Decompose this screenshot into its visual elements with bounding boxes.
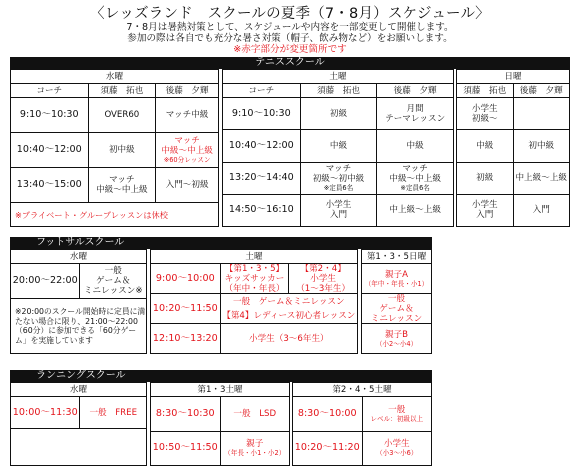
class-label: 小学生 <box>383 439 410 450</box>
running-sat245-time-changed: 10:20〜11:20 <box>293 432 362 466</box>
class-note: ※定員6名 <box>323 184 354 193</box>
notice-change-note: ※赤字部分が変更箇所です <box>233 44 347 55</box>
tennis-sunday-table <box>456 69 570 227</box>
futsal-wed-day: 水曜 <box>11 250 146 263</box>
futsal-saturday-table <box>150 249 358 354</box>
futsal-sat-elementary-upper-class: 小学生（3〜6年生） <box>221 324 357 353</box>
running-wed-empty <box>11 429 146 465</box>
class-label: 一般 ゲーム＆ミニレッスン <box>232 296 345 307</box>
tennis-wed-sudo-class: マッチ 中級〜中上級 <box>89 168 156 202</box>
tennis-sat-goto-class: 月間 テーマレッスン <box>377 98 453 129</box>
tennis-sat-goto-col: 後藤 夕輝 <box>377 84 453 97</box>
tennis-sat-sudo-col: 須藤 拓也 <box>301 84 377 97</box>
class-label: 一般 ゲーム＆ ミニレッスン <box>370 294 423 323</box>
tennis-wed-sudo-col: 須藤 拓也 <box>89 84 156 97</box>
tennis-sun-day: 日曜 <box>457 70 569 83</box>
running-sat13-class <box>221 432 290 466</box>
futsal-wed-note: ※20:00のスクール開始時に定員に満たない場合に限り、21:00〜22:00（60分）に参加できる「60分ゲーム」を実施しています <box>11 299 146 353</box>
class-note: （小3〜小6） <box>376 449 418 458</box>
tennis-sun-goto-class <box>514 98 570 129</box>
futsal-sat-time-changed: 12:10〜13:20 <box>151 324 220 353</box>
futsal-sat-general-class <box>221 294 357 323</box>
tennis-sat-goto-class: 中級 <box>377 130 453 161</box>
tennis-sun-sudo-class: 小学生 初級〜 <box>457 98 513 129</box>
tennis-wed-time: 13:40〜15:00 <box>11 168 88 202</box>
tennis-wed-goto-class-changed <box>156 133 218 167</box>
tennis-sat-goto-class: 中上級〜上級 <box>377 195 453 226</box>
tennis-sat-time: 14:50〜16:10 <box>223 195 300 226</box>
tennis-sat-sudo-class: 初級 <box>301 98 377 129</box>
tennis-wednesday-table <box>10 69 219 227</box>
tennis-sun-goto-class: 入門 <box>514 195 570 226</box>
class-label: 親子 <box>246 439 264 450</box>
tennis-sat-sudo-class: 中級 <box>301 130 377 161</box>
tennis-sat-time: 9:10〜10:30 <box>223 98 300 129</box>
running-sat13-time-changed: 10:50〜11:50 <box>151 432 220 466</box>
running-sat245-class <box>363 432 432 466</box>
tennis-wed-private-note: ※プライベート・グループレッスンは休校 <box>11 203 218 226</box>
futsal-sat-elementary-class: 【第2・4】 小学生 （1〜3年生） <box>289 264 357 293</box>
tennis-wed-goto-class: 入門〜初級 <box>156 168 218 202</box>
tennis-wed-goto-class: マッチ中級 <box>156 98 218 132</box>
tennis-sat-time: 13:20〜14:40 <box>223 163 300 194</box>
class-label: マッチ 中級〜中上級 <box>389 164 441 185</box>
notice-line-2: 参加の際は各自でも充分な暑さ対策（帽子、飲み物など）をお願いします。 <box>127 33 453 44</box>
tennis-sun-sudo-col: 須藤 拓也 <box>457 84 513 97</box>
class-note: レベル：初級以上 <box>370 414 424 423</box>
tennis-sun-sudo-class: 初級 <box>457 163 513 194</box>
tennis-sat-sudo-class <box>301 163 377 194</box>
tennis-sat-sudo-class: 小学生 入門 <box>301 195 377 226</box>
tennis-sun-goto-class: 中上級〜上級 <box>514 163 570 194</box>
class-note: ※60分レッスン <box>163 156 211 164</box>
class-label: 一般 <box>388 404 406 415</box>
tennis-wed-time: 10:40〜12:00 <box>11 133 88 167</box>
running-sat13-class: 一般 LSD <box>221 397 290 431</box>
futsal-sat-day: 土曜 <box>151 250 357 263</box>
class-note: （年中・年長・小1） <box>364 279 429 288</box>
notice-line-1: 7・8月は暑熱対策として、スケジュールや内容を一部変更して開催します。 <box>126 22 454 33</box>
tennis-wed-coach-col: コーチ <box>11 84 88 97</box>
running-sat13-time-changed: 8:30〜10:30 <box>151 397 220 431</box>
futsal-sun-class <box>362 324 431 353</box>
running-wed-class: 一般 FREE <box>80 397 146 428</box>
class-note: （年長・小1・小2） <box>224 449 286 458</box>
tennis-sun-sudo-class: 小学生 入門 <box>457 195 513 226</box>
futsal-sun-day: 第1・3・5日曜 <box>362 250 431 263</box>
running-wed-day: 水曜 <box>11 383 146 396</box>
tennis-sat-day: 土曜 <box>223 70 453 83</box>
class-label: 親子A <box>384 269 409 280</box>
tennis-wed-sudo-class: 初中級 <box>89 133 156 167</box>
tennis-wed-goto-col: 後藤 夕輝 <box>156 84 218 97</box>
class-label: マッチ 中級〜中上級 <box>161 136 213 156</box>
tennis-sun-goto-class: 初中級 <box>514 130 570 161</box>
class-label: 【第4】レディース初心者レッスン <box>222 310 356 321</box>
tennis-sun-sudo-class: 中級 <box>457 130 513 161</box>
futsal-wednesday-table <box>10 249 147 354</box>
class-label: マッチ 初級〜初中級 <box>312 164 365 185</box>
running-sat13-table <box>150 382 290 466</box>
running-sat245-time-changed: 8:30〜10:00 <box>293 397 362 431</box>
running-sat245-day: 第2・4・5土曜 <box>293 383 431 396</box>
tennis-wed-day: 水曜 <box>11 70 218 83</box>
futsal-sun-class <box>362 294 431 323</box>
tennis-wed-time: 9:10〜10:30 <box>11 98 88 132</box>
tennis-sat-goto-class <box>377 163 453 194</box>
page-title: 〈レッズランド スクールの夏季（7・8月）スケジュール〉 <box>90 6 490 22</box>
running-school-header: ランニングスクール <box>10 370 432 382</box>
futsal-school-header: フットサルスクール <box>10 237 432 249</box>
futsal-sat-time-changed: 9:00〜10:00 <box>151 264 220 293</box>
tennis-saturday-table <box>222 69 454 227</box>
futsal-sunday-table <box>361 249 432 354</box>
tennis-wed-sudo-class: OVER60 <box>89 98 156 132</box>
futsal-sat-kids-class: 【第1・3・5】 キッズサッカー （年中・年長） <box>221 264 289 293</box>
tennis-sat-coach-col: コーチ <box>223 84 300 97</box>
class-note: ※定員6名 <box>400 184 430 193</box>
running-wednesday-table <box>10 382 147 466</box>
running-sat245-table <box>292 382 432 466</box>
class-note: （小2〜小4） <box>375 339 418 348</box>
futsal-sat-time-changed: 10:20〜11:50 <box>151 294 220 323</box>
tennis-school-header: テニススクール <box>10 57 570 69</box>
running-sat245-class <box>363 397 432 431</box>
running-wed-time-changed: 10:00〜11:30 <box>11 397 79 428</box>
futsal-wed-time: 20:00〜22:00 <box>11 264 79 298</box>
tennis-sun-goto-col: 後藤 夕輝 <box>514 84 570 97</box>
futsal-wed-class: 一般 ゲーム＆ ミニレッスン※ <box>80 264 146 298</box>
tennis-sat-time: 10:40〜12:00 <box>223 130 300 161</box>
class-label: 親子B <box>384 329 409 340</box>
running-sat13-day: 第1・3土曜 <box>151 383 289 396</box>
futsal-sun-class <box>362 264 431 293</box>
